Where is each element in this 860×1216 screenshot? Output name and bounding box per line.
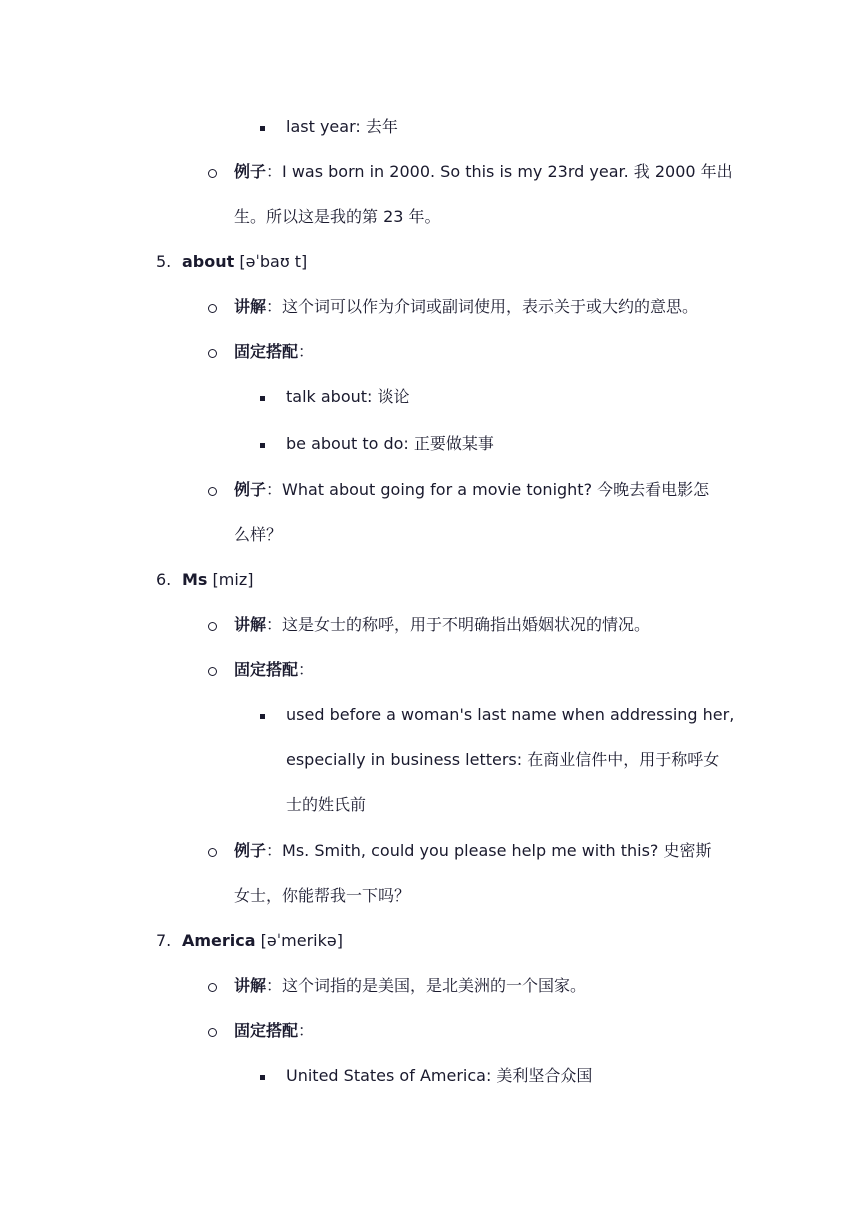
bullet-circle xyxy=(208,169,217,178)
colon: ： xyxy=(298,1021,315,1040)
bullet-circle xyxy=(208,1028,217,1037)
explain-label: 讲解 xyxy=(234,615,267,634)
entry-heading xyxy=(182,251,307,273)
collocation-item-continued: especially in business letters: 在商业信件中，用于称呼女 xyxy=(286,750,720,769)
bullet-circle xyxy=(208,667,217,676)
collocation-item: last year: 去年 xyxy=(286,117,398,136)
entry-phonetic: [əˈbaʊ t] xyxy=(234,252,308,271)
explain-label: 讲解 xyxy=(234,976,267,995)
example-label: 例子 xyxy=(234,841,267,860)
explain-line xyxy=(234,296,698,318)
example-text: ：Ms. Smith, could you please help me with this? 史密斯 xyxy=(266,841,712,860)
collocation-heading xyxy=(234,1020,314,1042)
example-line-continued: 女士，你能帮我一下吗？ xyxy=(234,886,411,905)
explain-text: ：这是女士的称呼，用于不明确指出婚姻状况的情况。 xyxy=(266,615,651,634)
collocation-heading xyxy=(234,659,314,681)
entry-heading xyxy=(182,569,253,591)
colon: ： xyxy=(298,660,315,679)
collocation-heading xyxy=(234,341,314,363)
bullet-square xyxy=(260,443,265,448)
collocation-item: United States of America: 美利坚合众国 xyxy=(286,1066,593,1085)
entry-number: 7. xyxy=(156,931,172,950)
example-line-continued: 么样？ xyxy=(234,525,283,544)
entry-heading xyxy=(182,930,343,952)
entry-word: about xyxy=(182,252,235,271)
entry-number: 6. xyxy=(156,570,172,589)
example-line xyxy=(234,840,712,862)
entry-number: 5. xyxy=(156,252,172,271)
explain-line xyxy=(234,614,650,636)
example-text: ：I was born in 2000. So this is my 23rd year. 我 2000 年出 xyxy=(266,162,733,181)
bullet-circle xyxy=(208,622,217,631)
example-line xyxy=(234,161,733,183)
bullet-square xyxy=(260,396,265,401)
explain-line xyxy=(234,975,586,997)
bullet-circle xyxy=(208,983,217,992)
collocation-label: 固定搭配 xyxy=(234,342,299,361)
bullet-circle xyxy=(208,848,217,857)
collocation-item: used before a woman's last name when addressing her, xyxy=(286,705,735,724)
example-line-continued: 生。所以这是我的第 23 年。 xyxy=(234,207,441,226)
explain-text: ：这个词可以作为介词或副词使用，表示关于或大约的意思。 xyxy=(266,297,699,316)
bullet-circle xyxy=(208,304,217,313)
colon: ： xyxy=(298,342,315,361)
explain-text: ：这个词指的是美国，是北美洲的一个国家。 xyxy=(266,976,587,995)
collocation-item: be about to do: 正要做某事 xyxy=(286,434,494,453)
bullet-square xyxy=(260,714,265,719)
bullet-circle xyxy=(208,349,217,358)
collocation-label: 固定搭配 xyxy=(234,1021,299,1040)
collocation-item-continued: 士的姓氏前 xyxy=(286,795,367,814)
collocation-label: 固定搭配 xyxy=(234,660,299,679)
entry-phonetic: [əˈmerikə] xyxy=(255,931,343,950)
bullet-square xyxy=(260,1075,265,1080)
example-text: ：What about going for a movie tonight? 今晚去看电影怎 xyxy=(266,480,710,499)
bullet-circle xyxy=(208,487,217,496)
example-label: 例子 xyxy=(234,480,267,499)
explain-label: 讲解 xyxy=(234,297,267,316)
entry-word: Ms xyxy=(182,570,208,589)
collocation-item: talk about: 谈论 xyxy=(286,387,410,406)
example-label: 例子 xyxy=(234,162,267,181)
bullet-square xyxy=(260,126,265,131)
example-line xyxy=(234,479,709,501)
entry-word: America xyxy=(182,931,256,950)
entry-phonetic: [miz] xyxy=(207,570,254,589)
